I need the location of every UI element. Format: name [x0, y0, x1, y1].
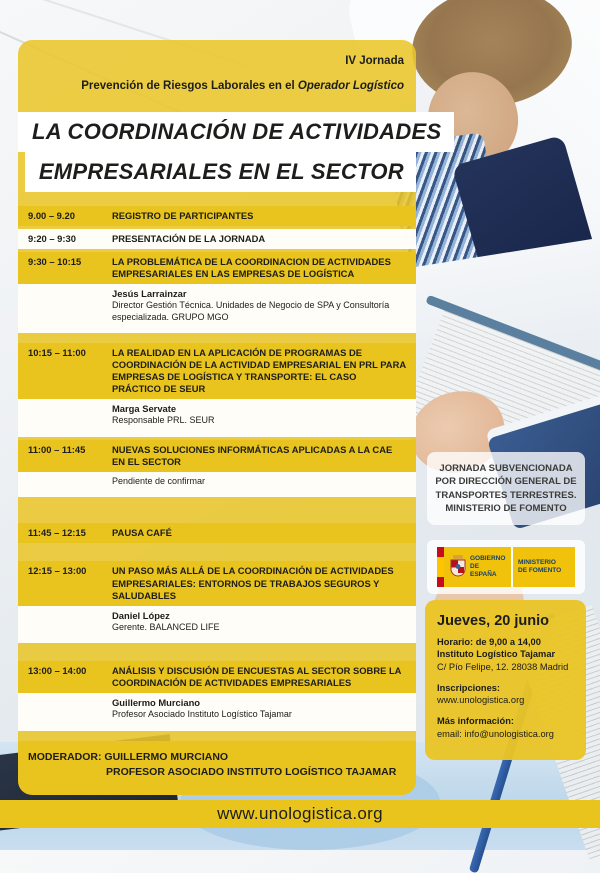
moderator-line1: MODERADOR: GUILLERMO MURCIANO	[28, 750, 229, 763]
spain-flag-icon	[437, 547, 444, 587]
agenda-item-time: 12:15 – 13:00	[28, 565, 87, 577]
agenda-item	[18, 661, 416, 731]
agenda-list	[18, 206, 416, 741]
logo-left-label: GOBIERNO DE ESPAÑA	[470, 555, 506, 578]
agenda-item-speaker	[18, 472, 416, 498]
agenda-item-row	[18, 229, 416, 249]
agenda-item-row	[18, 343, 416, 399]
subtitle-emphasis: Operador Logístico	[297, 80, 404, 92]
speaker-name: Marga Servate	[112, 403, 177, 415]
agenda-item-row	[18, 440, 416, 472]
event-date: Jueves, 20 junio	[437, 613, 550, 629]
speaker-role: Pendiente de confirmar	[112, 475, 206, 486]
agenda-item	[18, 229, 416, 249]
agenda-item-time: 11:45 – 12:15	[28, 527, 86, 539]
agenda-item-speaker	[18, 693, 416, 731]
moderator-note	[18, 741, 416, 795]
spain-coat-of-arms-icon	[449, 555, 467, 579]
agenda-item	[18, 440, 416, 498]
spacer	[437, 706, 574, 715]
event-details-box	[425, 600, 586, 760]
agenda-item-speaker	[18, 606, 416, 644]
event-title	[18, 112, 442, 192]
speaker-role: Gerente. BALANCED LIFE	[112, 621, 220, 632]
program-panel	[18, 40, 442, 778]
moderator-line2: PROFESOR ASOCIADO INSTITUTO LOGÍSTICO TAJAMAR	[106, 765, 397, 778]
agenda-item-speaker	[18, 399, 416, 437]
agenda-item-time: 13:00 – 14:00	[28, 665, 87, 677]
event-time-info: Horario: de 9,00 a 14,00	[437, 637, 541, 647]
event-address: C/ Pío Felipe, 12. 28038 Madrid	[437, 661, 569, 672]
agenda-item-title: UN PASO MÁS ALLÁ DE LA COORDINACIÓN DE ACTIVIDADES EMPRESARIALES: ENTORNOS DE TRABAJOS SEGUROS Y SALUDABLES	[112, 565, 394, 601]
agenda-item-time: 10:15 – 11:00	[28, 347, 86, 359]
speaker-role: Director Gestión Técnica. Unidades de Negocio de SPA y Consultoría especializada. GRUPO MGO	[112, 300, 390, 322]
more-info-label: Más información:	[437, 716, 514, 727]
agenda-item-title: PAUSA CAFÉ	[112, 527, 172, 539]
government-logo-box	[427, 540, 585, 594]
registration-url[interactable]: www.unologistica.org	[437, 695, 525, 706]
agenda-item-title: REGISTRO DE PARTICIPANTES	[112, 210, 254, 221]
agenda-item-speaker	[18, 284, 416, 333]
agenda-item	[18, 206, 416, 226]
agenda-item-row	[18, 661, 416, 693]
agenda-item-time: 9:20 – 9:30	[28, 233, 76, 245]
logo-right-label: MINISTERIO DE FOMENTO	[518, 559, 562, 574]
event-title-line1: LA COORDINACIÓN DE ACTIVIDADES	[18, 112, 454, 152]
agenda-item-row	[18, 523, 416, 543]
event-title-line2: EMPRESARIALES EN EL SECTOR	[25, 152, 416, 192]
agenda-item-title: ANÁLISIS Y DISCUSIÓN DE ENCUESTAS AL SECTOR SOBRE LA COORDINACIÓN DE ACTIVIDADES EMPRESARIALES	[112, 665, 402, 689]
agenda-item-row	[18, 252, 416, 284]
registration-label: Inscripciones:	[437, 682, 501, 693]
agenda-item	[18, 523, 416, 543]
edition-label: IV Jornada	[345, 55, 404, 67]
agenda-item-row	[18, 561, 416, 605]
government-logo	[437, 547, 575, 587]
footer-bar	[0, 800, 600, 828]
speaker-name: Daniel López	[112, 609, 170, 621]
speaker-name: Jesús Larrainzar	[112, 288, 187, 300]
event-venue: Instituto Logístico Tajamar	[437, 649, 556, 660]
agenda-item-time: 9.00 – 9.20	[28, 210, 75, 221]
footer-website-link[interactable]: www.unologistica.org	[217, 804, 383, 823]
agenda-item-time: 11:00 – 11:45	[28, 443, 86, 455]
speaker-name: Guillermo Murciano	[112, 697, 201, 709]
sponsor-note: JORNADA SUBVENCIONADA POR DIRECCIÓN GENERAL DE TRANSPORTES TERRESTRES. MINISTERIO DE FOMENTO	[427, 452, 585, 525]
agenda-item	[18, 343, 416, 437]
agenda-item-title: LA REALIDAD EN LA APLICACIÓN DE PROGRAMAS DE COORDINACIÓN DE LA ACTIVIDAD EMPRESARIAL EN PRL PARA EMPRESAS DE LOGÍSTICA Y TRANSPORTE: EL CASO PRÁCTICO DE SEUR	[112, 347, 406, 395]
agenda-item	[18, 252, 416, 333]
spacer	[437, 673, 574, 682]
speaker-role: Profesor Asociado Instituto Logístico Tajamar	[112, 709, 292, 720]
agenda-item	[18, 561, 416, 643]
speaker-role: Responsable PRL. SEUR	[112, 415, 215, 426]
logo-left-cell	[444, 547, 511, 587]
agenda-item-time: 9:30 – 10:15	[28, 256, 82, 268]
event-subtitle	[18, 80, 416, 92]
agenda-item-row	[18, 206, 416, 226]
subtitle-prefix: Prevención de Riesgos Laborales en el	[81, 80, 298, 92]
agenda-item-title: PRESENTACIÓN DE LA JORNADA	[112, 233, 266, 245]
agenda-item-title: LA PROBLEMÁTICA DE LA COORDINACION DE ACTIVIDADES EMPRESARIALES EN LAS EMPRESAS DE LOGÍSTICA	[112, 256, 391, 280]
logo-right-cell	[513, 547, 575, 587]
agenda-item-title: NUEVAS SOLUCIONES INFORMÁTICAS APLICADAS A LA CAE EN EL SECTOR	[112, 443, 393, 467]
more-info-email[interactable]: email: info@unologistica.org	[437, 728, 554, 739]
